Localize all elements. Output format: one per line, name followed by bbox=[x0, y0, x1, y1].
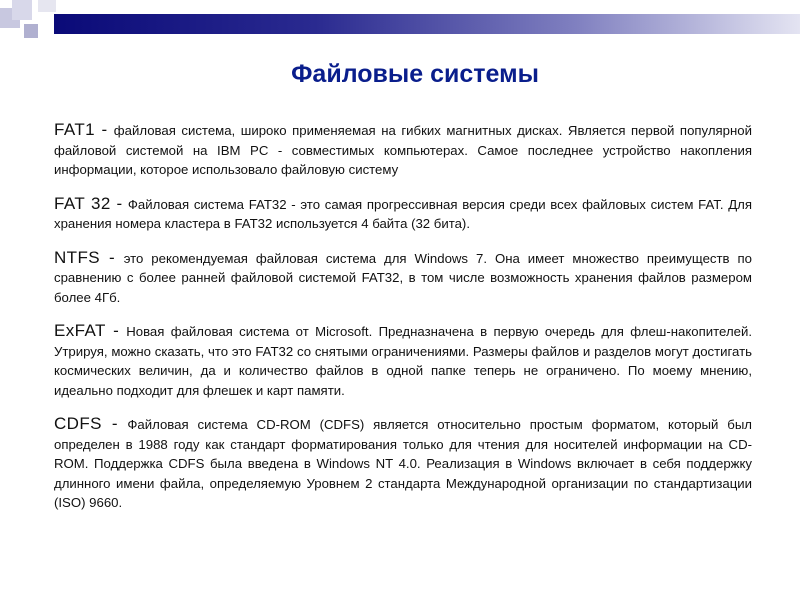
paragraph-text: Новая файловая система от Microsoft. Предназначена в первую очередь для флеш-накопителей. Утрируя, можно сказать, что это FAT32 со снятыми ограничениями. Размеры файлов и разделов могут достигать космических величин, да и количество файлов в одной папке теперь не ограничено. По моему мнению, идеально подходит для флешек и карт памяти. bbox=[54, 324, 753, 398]
term-dash: - bbox=[105, 321, 127, 340]
paragraph-fat1 bbox=[54, 120, 752, 180]
decorative-square bbox=[12, 0, 32, 20]
paragraph-text: Файловая система CD-ROM (CDFS) является относительно простым форматом, который был определен в 1988 году как стандарт форматирования только для чтения для носителей информации на CD-ROM. Поддержка CDFS была введена в Windows NT 4.0. Реализация в Windows включает в себя поддержку длинного имени файла, определяемую Уровнем 2 стандарта Международной организации по стандартизации (ISO) 9660. bbox=[54, 417, 752, 510]
paragraph-exfat bbox=[54, 321, 752, 400]
term-dash: - bbox=[99, 247, 124, 267]
paragraph-cdfs bbox=[54, 414, 752, 513]
term-dash: - bbox=[110, 193, 128, 213]
decorative-square bbox=[38, 0, 56, 12]
term-exfat: ExFAT bbox=[54, 321, 106, 340]
paragraph-text: файловая система, широко применяемая на гибких магнитных дисках. Является первой популярной файловой системой на IBM PC - совместимых компьютерах. Самое последнее устройство накопления информации, которое использовало файловую систему bbox=[54, 123, 752, 177]
paragraph-text: это рекомендуемая файловая система для Windows 7. Она имеет множество преимуществ по сравнению с более ранней файловой системой FAT32, в том числе возможность хранения файлов размером более 4Гб. bbox=[54, 250, 752, 305]
term-cdfs: CDFS bbox=[54, 414, 102, 433]
term-dash: - bbox=[101, 414, 128, 433]
term-fat32: FAT 32 bbox=[54, 193, 111, 213]
paragraph-ntfs bbox=[54, 248, 752, 308]
term-ntfs: NTFS bbox=[54, 247, 100, 267]
header-gradient-bar bbox=[54, 14, 800, 34]
term-dash: - bbox=[94, 120, 114, 139]
paragraph-text: Файловая система FAT32 - это самая прогрессивная версия среди всех файловых систем FAT. Для хранения номера кластера в FAT32 используется 4 байта (32 бита). bbox=[54, 196, 753, 231]
paragraph-fat32 bbox=[54, 194, 752, 234]
slide-title: Файловые системы bbox=[291, 60, 539, 88]
decorative-square bbox=[24, 24, 38, 38]
slide-body bbox=[54, 120, 752, 527]
term-fat1: FAT1 bbox=[54, 120, 95, 139]
